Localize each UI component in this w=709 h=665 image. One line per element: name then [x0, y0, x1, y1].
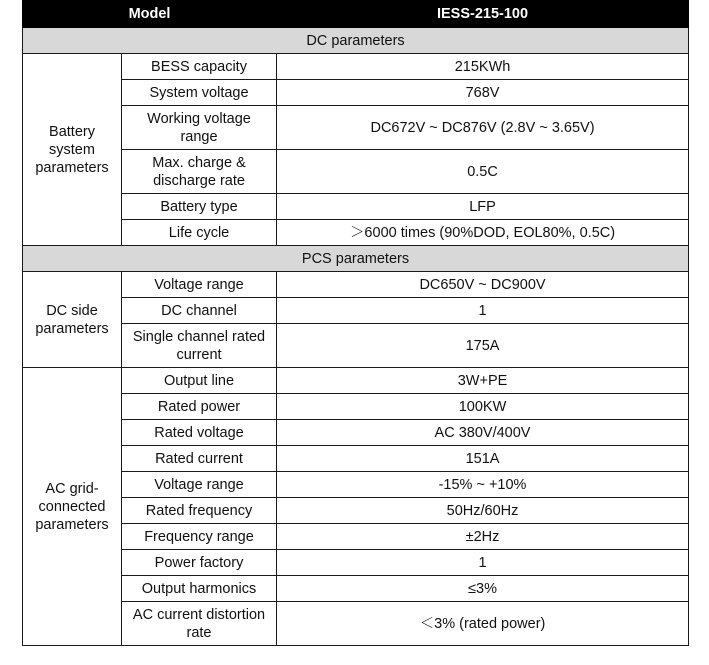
group-ac-grid-connected: AC grid- connected parameters: [23, 368, 122, 646]
table-row: [23, 420, 689, 446]
row-value: 768V: [277, 80, 689, 106]
group-dc-side: DC side parameters: [23, 272, 122, 368]
table-row: [23, 106, 689, 150]
row-label: System voltage: [122, 80, 277, 106]
table-row: [23, 220, 689, 246]
row-label: Voltage range: [122, 472, 277, 498]
row-value: 175A: [277, 324, 689, 368]
table-row: [23, 602, 689, 646]
row-label: Single channel rated current: [122, 324, 277, 368]
row-value: 151A: [277, 446, 689, 472]
row-value: 50Hz/60Hz: [277, 498, 689, 524]
row-label: Max. charge & discharge rate: [122, 150, 277, 194]
table-row: [23, 150, 689, 194]
table-row: [23, 80, 689, 106]
row-value: AC 380V/400V: [277, 420, 689, 446]
row-label: Battery type: [122, 194, 277, 220]
row-value: 215KWh: [277, 54, 689, 80]
table-row: [23, 298, 689, 324]
row-value: 0.5C: [277, 150, 689, 194]
row-label: Life cycle: [122, 220, 277, 246]
row-value: 3W+PE: [277, 368, 689, 394]
header-model-label: Model: [23, 1, 277, 28]
row-value: -15% ~ +10%: [277, 472, 689, 498]
table-row: [23, 194, 689, 220]
header-row: [23, 1, 689, 28]
section-dc-parameters: DC parameters: [23, 28, 689, 54]
table-row: [23, 54, 689, 80]
row-label: Rated power: [122, 394, 277, 420]
section-pcs-row: [23, 246, 689, 272]
table-row: [23, 368, 689, 394]
spec-table: [22, 0, 689, 646]
row-value: 100KW: [277, 394, 689, 420]
row-value: ＜3% (rated power): [277, 602, 689, 646]
row-label: Working voltage range: [122, 106, 277, 150]
row-value: LFP: [277, 194, 689, 220]
header-model-value: IESS-215-100: [277, 1, 689, 28]
row-label: Rated voltage: [122, 420, 277, 446]
table-row: [23, 472, 689, 498]
row-label: BESS capacity: [122, 54, 277, 80]
table-row: [23, 324, 689, 368]
group-battery-system: Battery system parameters: [23, 54, 122, 246]
table-row: [23, 524, 689, 550]
row-value: DC672V ~ DC876V (2.8V ~ 3.65V): [277, 106, 689, 150]
row-label: Rated current: [122, 446, 277, 472]
section-pcs-parameters: PCS parameters: [23, 246, 689, 272]
row-value: ≤3%: [277, 576, 689, 602]
row-value: ±2Hz: [277, 524, 689, 550]
row-label: Power factory: [122, 550, 277, 576]
row-label: DC channel: [122, 298, 277, 324]
row-label: Output line: [122, 368, 277, 394]
row-value: DC650V ~ DC900V: [277, 272, 689, 298]
row-label: Rated frequency: [122, 498, 277, 524]
table-row: [23, 272, 689, 298]
row-label: AC current distortion rate: [122, 602, 277, 646]
table-row: [23, 446, 689, 472]
row-value: 1: [277, 550, 689, 576]
row-value: ＞6000 times (90%DOD, EOL80%, 0.5C): [277, 220, 689, 246]
row-label: Voltage range: [122, 272, 277, 298]
table-row: [23, 498, 689, 524]
row-label: Output harmonics: [122, 576, 277, 602]
row-label: Frequency range: [122, 524, 277, 550]
section-dc-row: [23, 28, 689, 54]
table-row: [23, 550, 689, 576]
row-value: 1: [277, 298, 689, 324]
table-row: [23, 394, 689, 420]
table-row: [23, 576, 689, 602]
